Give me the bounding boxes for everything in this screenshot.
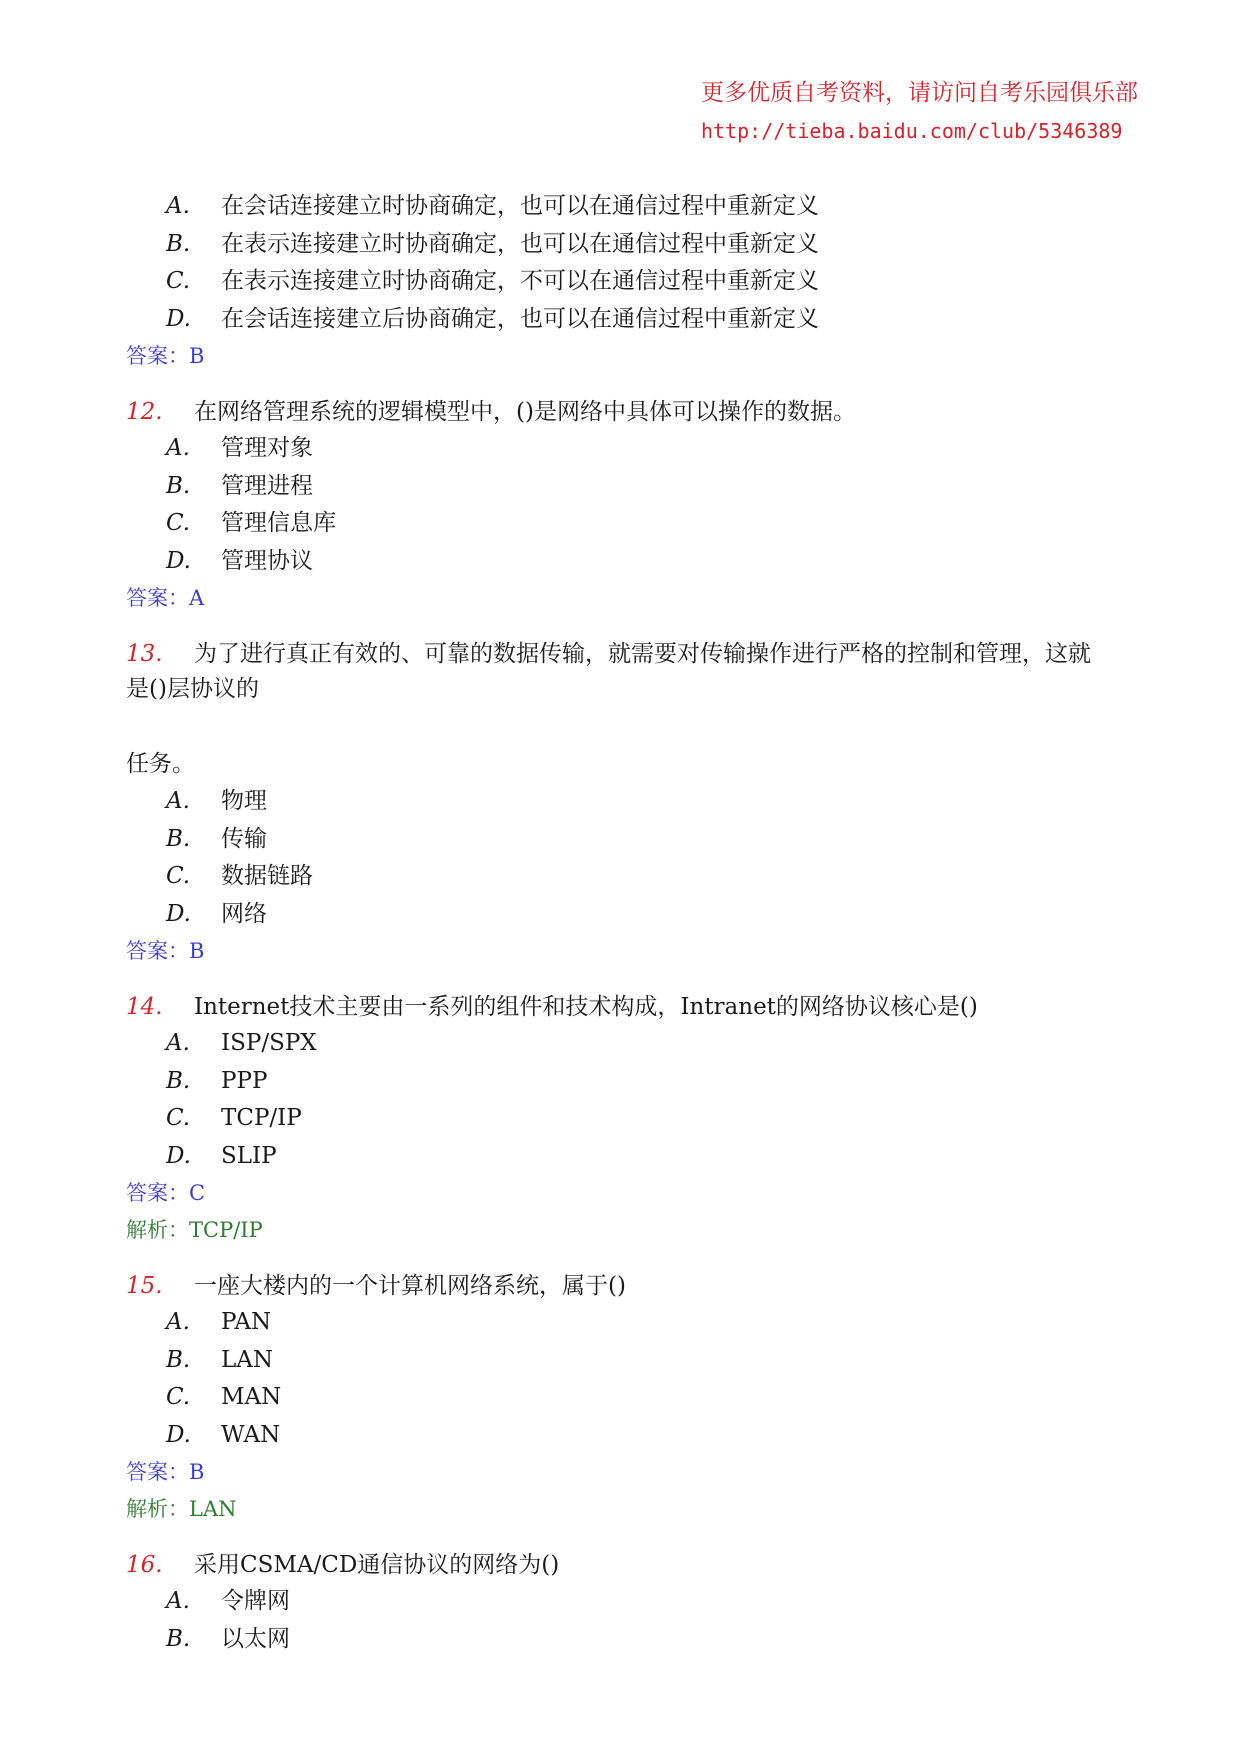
option-a: A. 在会话连接建立时协商确定，也可以在通信过程中重新定义 (166, 193, 819, 219)
option-b: B. 传输 (166, 825, 267, 852)
option-a: A. PAN (166, 1309, 272, 1335)
option-c: C. 在表示连接建立时协商确定，不可以在通信过程中重新定义 (166, 268, 819, 294)
question-15 (126, 1269, 1176, 1528)
option-b: B. 管理进程 (166, 472, 313, 499)
option-c: C. 数据链路 (166, 863, 313, 889)
question-16 (126, 1548, 1176, 1658)
option-c: C. MAN (166, 1384, 282, 1410)
question-list (126, 188, 1176, 1658)
answer-text: 答案：C (126, 1181, 206, 1205)
answer-text: 答案：B (126, 1460, 205, 1484)
option-d: D. WAN (166, 1421, 281, 1448)
question-number: 14. (126, 994, 163, 1020)
option-a: A. ISP/SPX (166, 1030, 317, 1056)
option-b: B. PPP (166, 1067, 268, 1094)
question-stem: 13. 为了进行真正有效的、可靠的数据传输，就需要对传输操作进行严格的控制和管理，这就 (126, 637, 1176, 672)
option-b: B. 以太网 (166, 1625, 290, 1652)
option-a: A. 管理对象 (166, 435, 313, 461)
header-promo-text: 更多优质自考资料，请访问自考乐园俱乐部 (701, 80, 1138, 106)
analysis-text: 解析：LAN (126, 1497, 237, 1521)
option-d: D. SLIP (166, 1142, 277, 1169)
answer-text: 答案：A (126, 586, 205, 610)
question-stem-tail: 任务。 (126, 751, 195, 777)
question-13 (126, 637, 1176, 970)
continued-question (126, 188, 1176, 375)
question-stem: 16. 采用CSMA/CD通信协议的网络为() (126, 1548, 1176, 1583)
question-number: 12. (126, 399, 163, 425)
answer-text: 答案：B (126, 344, 205, 368)
option-d: D. 网络 (166, 900, 267, 927)
option-a: A. 令牌网 (166, 1588, 290, 1614)
question-number: 15. (126, 1273, 163, 1299)
answer-text: 答案：B (126, 939, 205, 963)
option-c: C. 管理信息库 (166, 510, 336, 536)
question-12 (126, 395, 1176, 617)
question-number: 16. (126, 1552, 163, 1578)
option-a: A. 物理 (166, 788, 267, 814)
question-stem: 14. Internet技术主要由一系列的组件和技术构成，Intranet的网络协议核心是() (126, 990, 1176, 1025)
question-stem: 15. 一座大楼内的一个计算机网络系统，属于() (126, 1269, 1176, 1304)
question-14 (126, 990, 1176, 1249)
option-b: B. 在表示连接建立时协商确定，也可以在通信过程中重新定义 (166, 230, 819, 257)
page-header (701, 74, 1221, 150)
question-stem: 12. 在网络管理系统的逻辑模型中，()是网络中具体可以操作的数据。 (126, 395, 1176, 430)
option-d: D. 管理协议 (166, 547, 313, 574)
analysis-text: 解析：TCP/IP (126, 1218, 263, 1242)
option-c: C. TCP/IP (166, 1105, 302, 1131)
question-stem-continued: 是()层协议的 (126, 676, 259, 702)
option-b: B. LAN (166, 1346, 274, 1373)
question-number: 13. (126, 641, 163, 667)
header-url-link[interactable]: http://tieba.baidu.com/club/5346389 (701, 119, 1123, 143)
option-d: D. 在会话连接建立后协商确定，也可以在通信过程中重新定义 (166, 305, 819, 332)
